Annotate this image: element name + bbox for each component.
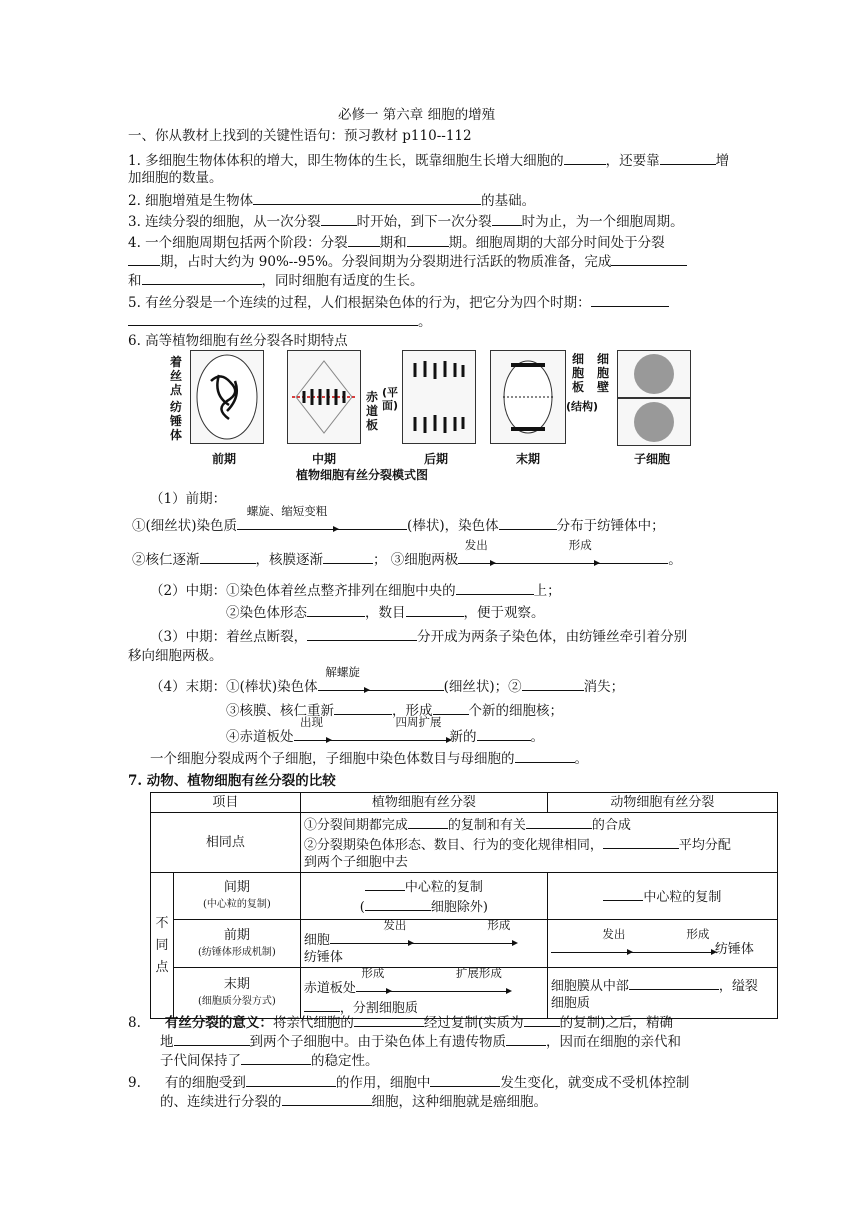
label-structure: (结构) <box>566 400 599 413</box>
cell-prophase-plant: 细胞 发出 形成 纺锤体 <box>300 920 547 968</box>
figure-caption: 植物细胞有丝分裂模式图 <box>296 468 429 482</box>
stage-summary: 一个细胞分裂成两个子细胞，子细胞中染色体数目与母细胞的 。 <box>150 748 588 768</box>
label-spindle: 纺锤体 <box>170 400 183 442</box>
label-cell-plate: 细胞板 <box>572 352 585 394</box>
cell-interphase-plant: 中心粒的复制 ( 细胞除外) <box>300 873 547 920</box>
stage-2-line-1: （2）中期：①染色体着丝点整齐排列在细胞中央的 上； <box>150 580 561 600</box>
daughter-cell-bottom-image <box>617 398 691 446</box>
row-diff: 不同点 <box>151 873 174 1019</box>
label-plane: (平面) <box>382 386 399 412</box>
header-item: 项目 <box>151 793 301 813</box>
label-metaphase: 中期 <box>312 452 337 466</box>
page-title: 必修一 第六章 细胞的增殖 <box>338 107 496 123</box>
header-plant: 植物细胞有丝分裂 <box>300 793 547 813</box>
header-animal: 动物细胞有丝分裂 <box>547 793 777 813</box>
question-9-cont: 的、连续进行分裂的 细胞，这种细胞就是癌细胞。 <box>160 1091 547 1111</box>
arrow-extend: 四周扩展 <box>388 728 450 746</box>
label-telophase: 末期 <box>516 452 541 466</box>
telophase-image <box>490 350 566 444</box>
question-8-cont: 地 到两个子细胞中。由于染色体上有遗传物质 ，因而在细胞的亲代和 <box>160 1031 681 1051</box>
question-7: 7. 动物、植物细胞有丝分裂的比较 <box>128 773 336 789</box>
label-prophase: 前期 <box>212 452 237 466</box>
question-4-cont2: 和 ，同时细胞有适度的生长。 <box>128 270 424 290</box>
question-4: 4. 一个细胞周期包括两个阶段：分裂 期和 期。细胞周期的大部分时间处于分裂 <box>128 232 665 252</box>
question-8: 8. 有丝分裂的意义：将亲代细胞的 经过复制(实质为 的复制)之后，精确 <box>128 1012 673 1032</box>
row-telophase: 末期 (细胞质分裂方式) <box>174 968 301 1019</box>
stage-4-line-1: （4）末期：①(棒状)染色体 解螺旋 (细丝状)；② 消失； <box>150 665 625 695</box>
arrow-form: 形成 <box>562 551 598 569</box>
arrow-appear: 出现 <box>294 728 330 746</box>
cell-telophase-plant: 赤道板处 形成 扩展形成 ，分割细胞质 <box>300 968 547 1019</box>
stage-4-line-2: ③核膜、核仁重新 ，形成 个新的细胞核； <box>226 700 563 720</box>
label-centromere: 着丝点 <box>170 355 183 397</box>
question-6: 6. 高等植物细胞有丝分裂各时期特点 <box>128 333 348 349</box>
cell-telophase-animal: 细胞膜从中部 ，缢裂 细胞质 <box>547 968 777 1019</box>
question-1-cont: 加细胞的数量。 <box>128 170 223 186</box>
question-5-cont: 。 <box>128 311 432 331</box>
prophase-image <box>190 350 264 444</box>
stage-2-line-2: ②染色体形态 ，数目 ，便于观察。 <box>226 602 545 622</box>
label-cell-wall: 细胞壁 <box>597 352 610 394</box>
question-1: 1. 多细胞生物体体积的增大，即生物体的生长，既靠细胞生长增大细胞的 ，还要靠 增 <box>128 150 729 170</box>
stage-3-line-1: （3）中期：着丝点断裂， 分开成为两条子染色体，由纺锤丝牵引着分别 <box>150 626 687 646</box>
metaphase-image <box>287 350 361 444</box>
daughter-cell-top-image <box>617 350 691 398</box>
question-5: 5. 有丝分裂是一个连续的过程，人们根据染色体的行为，把它分为四个时期： <box>128 292 669 312</box>
label-daughter-cells: 子细胞 <box>634 452 671 466</box>
anaphase-image <box>402 350 476 444</box>
label-anaphase: 后期 <box>424 452 449 466</box>
cell-same-content: ①分裂间期都完成 的复制和有关 的合成 ②分裂期染色体形态、数目、行为的变化规律相同， 平均分配 到两个子细胞中去 <box>300 813 777 873</box>
section-heading: 一、你从教材上找到的关键性语句：预习教材 p110--112 <box>128 128 472 144</box>
stage-3-line-2: 移向细胞两极。 <box>128 648 223 664</box>
comparison-table <box>150 792 778 1019</box>
stage-1-line-1: ①(细丝状)染色质 螺旋、缩短变粗 (棒状)，染色体 分布于纺锤体中； <box>132 504 665 534</box>
question-2: 2. 细胞增殖是生物体 的基础。 <box>128 190 535 210</box>
question-9: 9. 有的细胞受到 的作用，细胞中 发生变化，就变成不受机体控制 <box>128 1072 689 1092</box>
stage-1-line-2: ②核仁逐渐 ，核膜逐渐 ； ③细胞两极 发出 形成 。 <box>132 538 682 568</box>
arrow-emit: 发出 <box>458 551 494 569</box>
stage-4-line-3: ④赤道板处 出现 四周扩展 新的 。 <box>226 715 544 745</box>
question-8-cont2: 子代间保持了 的稳定性。 <box>160 1050 379 1070</box>
cell-prophase-animal: 发出 形成 纺锤体 <box>547 920 777 968</box>
row-prophase: 前期 (纺锤体形成机制) <box>174 920 301 968</box>
question-4-cont: 期，占时大约为 90%--95%。分裂间期为分裂期进行活跃的物质准备，完成 <box>128 251 687 271</box>
stage-1-heading: （1）前期： <box>150 491 227 507</box>
question-3: 3. 连续分裂的细胞，从一次分裂 时开始，到下一次分裂 时为止，为一个细胞周期。 <box>128 211 684 231</box>
cell-interphase-animal: 中心粒的复制 <box>547 873 777 920</box>
row-same: 相同点 <box>151 813 301 873</box>
label-equatorial-plate: 赤道板 <box>366 390 379 432</box>
arrow-unspiral: 解螺旋 <box>318 678 368 696</box>
arrow-spiral: 螺旋、缩短变粗 <box>237 517 337 535</box>
row-interphase: 间期 (中心粒的复制) <box>174 873 301 920</box>
